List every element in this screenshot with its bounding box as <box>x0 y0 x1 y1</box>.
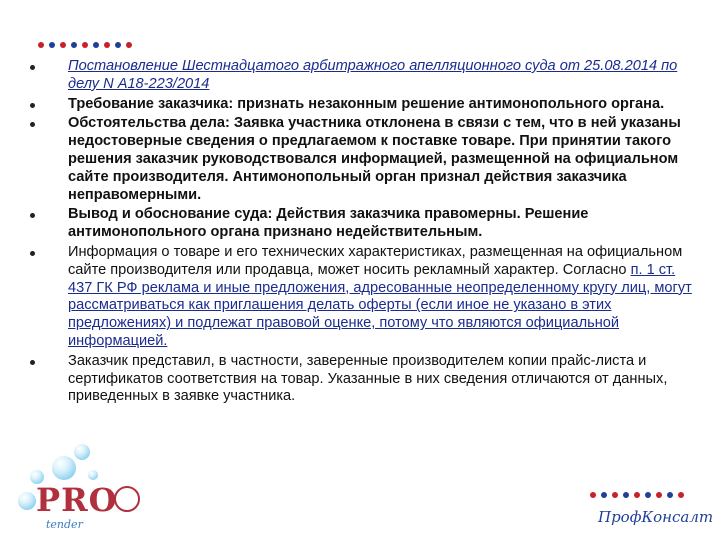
decor-dot <box>126 42 132 48</box>
top-dot-row <box>38 42 132 48</box>
bullet-marker <box>30 360 35 365</box>
decor-dot <box>104 42 110 48</box>
pro-tender-logo <box>36 482 146 530</box>
decor-dot <box>656 492 662 498</box>
bottom-dot-row <box>590 492 684 498</box>
decor-dot <box>93 42 99 48</box>
civil-code-link[interactable]: п. 1 ст. 437 ГК РФ реклама и иные предложения, адресованные неопределенному кругу лиц, могут рассматриваться как приглашения делать оферты (если иное не указано в этих предложениях) и подлежат правовой оценке, потому что являются официальной информацией. <box>68 261 692 349</box>
decor-dot <box>612 492 618 498</box>
product-info-text: Информация о товаре и его технических характеристиках, размещенная на официальном сайте производителя или продавца, может носить рекламный характер. Согласно <box>68 243 683 278</box>
decor-bubble <box>18 492 36 510</box>
decor-dot <box>71 42 77 48</box>
bullet-marker <box>30 103 35 108</box>
decor-dot <box>590 492 596 498</box>
decor-bubble <box>88 470 98 480</box>
logo-ring-icon <box>114 486 140 512</box>
customer-evidence-text: Заказчик представил, в частности, заверенные производителем копии прайс-листа и сертификатов соответствия на товар. Указанные в них сведения отличаются от данных, приведенных в заявке участника. <box>68 352 668 405</box>
logo-pro-text: PRO <box>36 481 118 519</box>
decor-dot <box>667 492 673 498</box>
bullet-list <box>30 58 702 406</box>
bullet-case-reference <box>30 58 702 94</box>
bullet-marker <box>30 65 35 70</box>
decor-dot <box>623 492 629 498</box>
logo-tender-text: tender <box>46 518 83 531</box>
bullet-customer-evidence <box>30 353 702 406</box>
decor-dot <box>678 492 684 498</box>
decor-dot <box>645 492 651 498</box>
bullet-court-conclusion <box>30 206 702 242</box>
bullet-case-circumstances <box>30 115 702 204</box>
slide-content <box>30 58 702 408</box>
bullet-marker <box>30 251 35 256</box>
profconsult-signature: ПрофКонсалт <box>598 508 714 526</box>
decor-dot <box>601 492 607 498</box>
case-circumstances-text: Обстоятельства дела: Заявка участника отклонена в связи с тем, что в ней указаны недостоверные сведения о предлагаемом к поставке товаре. При принятии такого решения заказчик руководствовался информацией, размещенной на официальном сайте производителя. Антимонопольный орган признал действия заказчика неправомерными. <box>68 115 681 203</box>
decor-dot <box>634 492 640 498</box>
bullet-product-info <box>30 244 702 351</box>
decor-dot <box>60 42 66 48</box>
case-reference-link[interactable]: Постановление Шестнадцатого арбитражного апелляционного суда от 25.08.2014 по делу N А18-223/2014 <box>68 58 678 92</box>
bullet-marker <box>30 122 35 127</box>
bullet-marker <box>30 213 35 218</box>
court-conclusion-text: Вывод и обоснование суда: Действия заказчика правомерны. Решение антимонопольного органа признано недействительным. <box>68 206 589 241</box>
decor-dot <box>38 42 44 48</box>
decor-bubble <box>52 456 76 480</box>
decor-dot <box>115 42 121 48</box>
bullet-customer-demand <box>30 96 702 114</box>
decor-bubble <box>74 444 90 460</box>
decor-dot <box>82 42 88 48</box>
customer-demand-text: Требование заказчика: признать незаконным решение антимонопольного органа. <box>68 95 665 112</box>
decor-dot <box>49 42 55 48</box>
